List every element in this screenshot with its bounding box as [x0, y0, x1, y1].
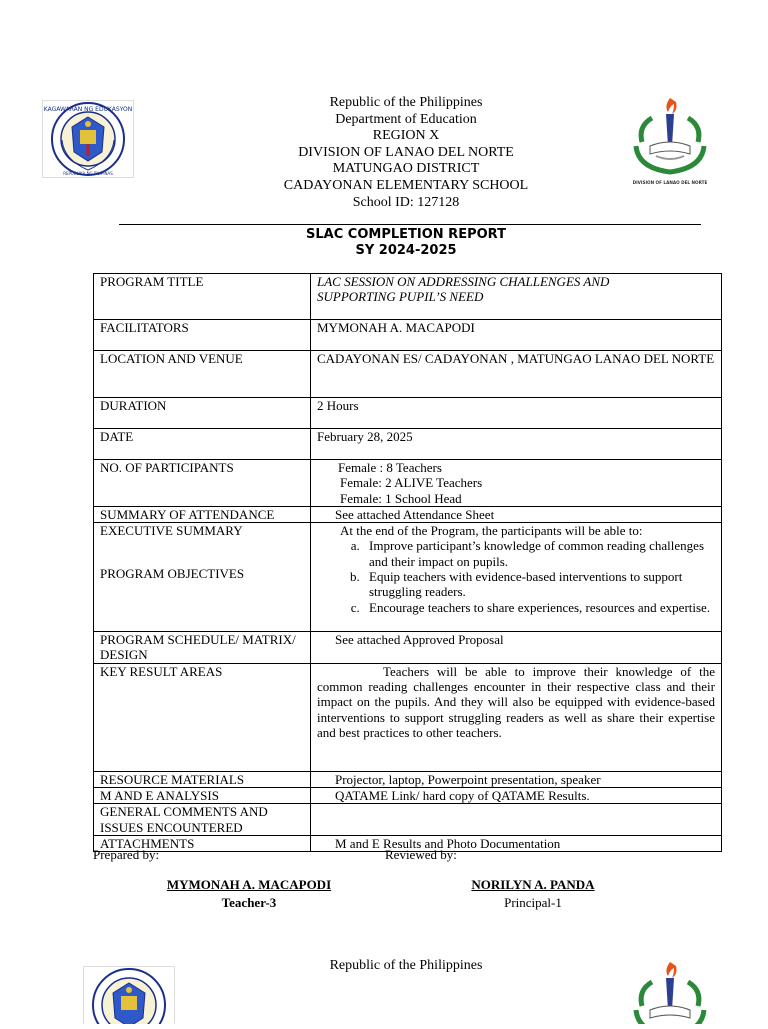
row-schedule — [94, 632, 722, 664]
executive-summary-label: EXECUTIVE SUMMARY — [100, 523, 243, 539]
reviewer-signature-block — [426, 877, 640, 911]
deped-seal-icon — [42, 100, 134, 183]
header-divider — [119, 224, 701, 225]
facilitators-label: FACILITATORS — [94, 320, 311, 351]
objective-item: b. Equip teachers with evidence-based interventions to support struggling readers. — [363, 569, 715, 600]
schedule-value: See attached Approved Proposal — [311, 632, 722, 664]
attachments-label: ATTACHMENTS — [94, 835, 311, 851]
seal-text-top: KAGAWARAN NG EDUKASYON — [43, 106, 133, 113]
preparer-signature-block — [142, 877, 356, 911]
kra-value — [311, 663, 722, 771]
facilitators-value: MYMONAH A. MACAPODI — [311, 320, 722, 351]
letterhead-line-republic: Republic of the Philippines — [329, 95, 483, 110]
participants-value — [311, 460, 722, 507]
location-label: LOCATION AND VENUE — [94, 351, 311, 398]
participants-label: NO. OF PARTICIPANTS — [94, 460, 311, 507]
duration-label: DURATION — [94, 398, 311, 429]
letterhead-line-district: MATUNGAO DISTRICT — [332, 161, 480, 177]
kra-text: Teachers will be able to improve their knowledge of the common reading challenges encounter in their respective class and their impact on the pupils. And they will also be equipped with evidence-based interventions to support struggling readers as well as share their expertise and best practices to other teachers. — [317, 663, 715, 740]
report-table — [93, 273, 722, 852]
schedule-label: PROGRAM SCHEDULE/ MATRIX/ DESIGN — [94, 632, 311, 664]
letterhead-line-school: CADAYONAN ELEMENTARY SCHOOL — [283, 177, 529, 193]
row-facilitators — [94, 320, 722, 351]
division-torch-logo-icon-next-page — [628, 960, 712, 1029]
row-resources — [94, 771, 722, 787]
location-value: CADAYONAN ES/ CADAYONAN , MATUNGAO LANAO DEL NORTE — [311, 351, 722, 398]
letterhead-line-region: REGION X — [372, 128, 440, 144]
me-value: QATAME Link/ hard copy of QATAME Results. — [311, 788, 722, 804]
reviewed-by-label: Reviewed by: — [385, 847, 457, 862]
report-school-year: SY 2024-2025 — [355, 243, 457, 258]
objective-item: c. Encourage teachers to share experiences, resources and expertise. — [363, 600, 715, 615]
attendance-label: SUMMARY OF ATTENDANCE — [94, 506, 311, 522]
row-m-and-e — [94, 788, 722, 804]
participants-line-2: Female: 2 ALIVE Teachers — [340, 475, 483, 491]
preparer-name: MYMONAH A. MACAPODI — [166, 877, 332, 892]
date-value: February 28, 2025 — [311, 429, 722, 460]
me-label: M AND E ANALYSIS — [94, 788, 311, 804]
division-logo-caption: DIVISION OF LANAO DEL NORTE — [632, 180, 708, 185]
kra-label: KEY RESULT AREAS — [94, 663, 311, 771]
program-title-line-2: SUPPORTING PUPIL’S NEED — [317, 289, 484, 305]
attendance-value: See attached Attendance Sheet — [311, 506, 722, 522]
date-label: DATE — [94, 429, 311, 460]
resources-value: Projector, laptop, Powerpoint presentation, speaker — [311, 771, 722, 787]
resources-label: RESOURCE MATERIALS — [94, 771, 311, 787]
objectives-list — [317, 538, 715, 614]
row-location — [94, 351, 722, 398]
program-title-label: PROGRAM TITLE — [94, 274, 311, 320]
row-duration — [94, 398, 722, 429]
participants-line-1: Female : 8 Teachers — [338, 460, 442, 475]
division-torch-logo-icon — [628, 96, 712, 193]
reviewer-title: Principal-1 — [504, 895, 562, 910]
row-program-title — [94, 274, 722, 320]
letterhead-line-school-id: School ID: 127128 — [352, 194, 460, 210]
row-attendance — [94, 506, 722, 522]
reviewer-name: NORILYN A. PANDA — [471, 877, 595, 892]
executive-summary-cell — [94, 523, 311, 632]
preparer-title: Teacher-3 — [221, 895, 277, 910]
deped-seal-icon-next-page — [83, 966, 175, 1029]
prepared-by-label: Prepared by: — [93, 847, 160, 862]
objectives-cell — [311, 523, 722, 632]
next-page-republic-line: Republic of the Philippines — [329, 958, 483, 973]
attachments-value: M and E Results and Photo Documentation — [311, 835, 722, 851]
program-title-value — [311, 274, 722, 320]
objectives-intro: At the end of the Program, the participants will be able to: — [340, 523, 643, 539]
comments-label: GENERAL COMMENTS AND ISSUES ENCOUNTERED — [94, 804, 311, 836]
letterhead-line-department: Department of Education — [335, 111, 477, 127]
comments-value — [311, 804, 722, 836]
row-key-result-areas — [94, 663, 722, 771]
row-comments — [94, 804, 722, 836]
program-title-line-1: LAC SESSION ON ADDRESSING CHALLENGES AND — [317, 274, 610, 289]
letterhead — [200, 95, 612, 211]
participants-line-3: Female: 1 School Head — [340, 490, 462, 506]
objective-item: a. Improve participant’s knowledge of common reading challenges and their impact on pupils. — [363, 538, 715, 569]
row-date — [94, 429, 722, 460]
program-objectives-label: PROGRAM OBJECTIVES — [100, 566, 245, 582]
letterhead-line-division: DIVISION OF LANAO DEL NORTE — [298, 144, 514, 160]
report-title-text: SLAC COMPLETION REPORT — [306, 227, 506, 242]
row-participants — [94, 460, 722, 507]
report-title — [200, 227, 612, 259]
duration-value: 2 Hours — [311, 398, 722, 429]
next-page-letterhead — [200, 958, 612, 975]
seal-text-bottom: REPUBLIKA NG PILIPINAS — [63, 171, 113, 176]
row-executive-summary — [94, 523, 722, 632]
